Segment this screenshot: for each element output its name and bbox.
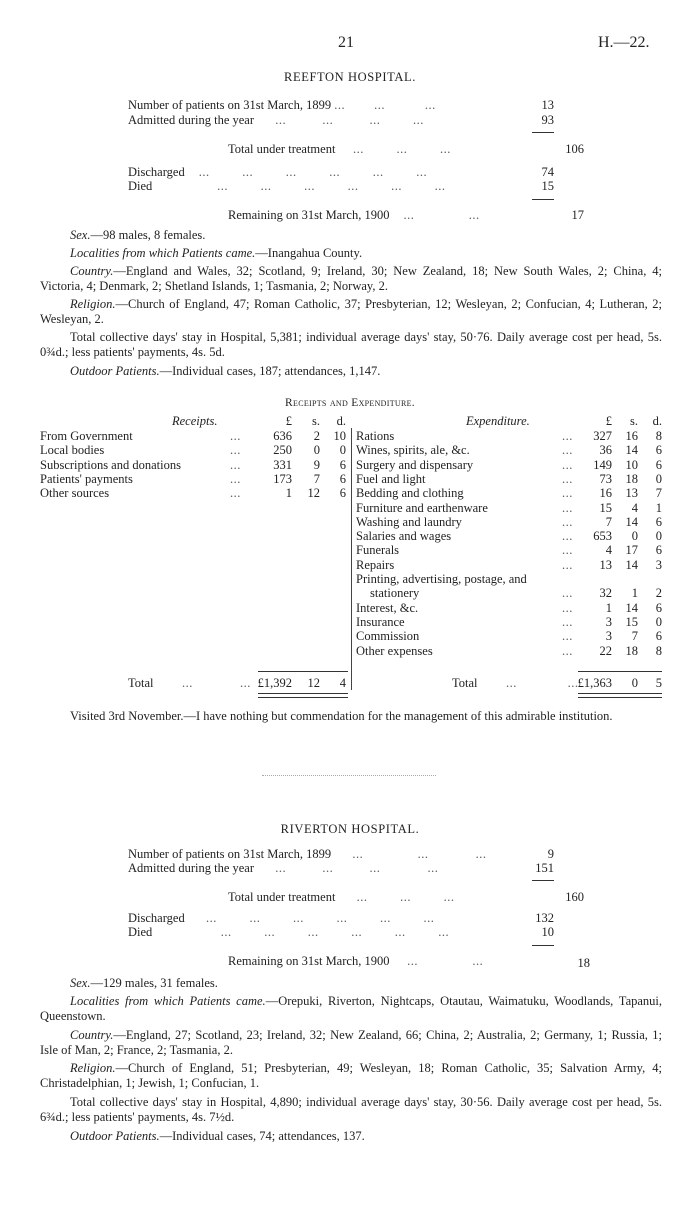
- reefton-discharged-label: Discharged ... ... ... ... ... ...: [128, 165, 428, 179]
- expenditure-pence: 6: [655, 543, 662, 558]
- expenditure-pounds: 653: [593, 529, 612, 544]
- expenditure-label: Furniture and earthenware: [356, 500, 488, 515]
- expenditure-label: Washing and laundry: [356, 514, 462, 529]
- expenditure-total-label: Total ... ...: [452, 676, 579, 690]
- expenditure-shillings: 17: [625, 543, 638, 558]
- expenditure-label: Rations: [356, 429, 395, 443]
- expenditure-shillings: 18: [625, 643, 638, 658]
- leader-dots: ...: [562, 586, 573, 601]
- riverton-died-rule: [532, 945, 554, 946]
- expenditure-pence: 2: [655, 586, 662, 601]
- expenditure-shillings: 0: [631, 529, 638, 544]
- expenditure-total-pounds: £1,363: [577, 676, 612, 690]
- riverton-row2-value: 151: [535, 861, 554, 875]
- riverton-sex: Sex.—129 males, 31 females.: [70, 976, 218, 990]
- expenditure-shillings: 13: [625, 486, 638, 501]
- riverton-title: RIVERTON HOSPITAL.: [280, 822, 420, 836]
- expenditure-pounds: 3: [605, 629, 612, 644]
- receipt-pounds: 250: [273, 443, 292, 458]
- expenditure-pence: 8: [655, 429, 662, 443]
- leader-dots: ...: [562, 443, 573, 458]
- leader-dots: ...: [562, 614, 573, 629]
- reefton-remaining-label: Remaining on 31st March, 1900 ... ...: [228, 208, 480, 222]
- expenditure-label: Other expenses: [356, 643, 433, 658]
- leader-dots: ...: [230, 486, 241, 501]
- receipt-shillings: 9: [313, 457, 320, 472]
- section-separator: [262, 775, 436, 776]
- expenditure-col-pounds: £: [605, 414, 612, 428]
- expenditure-pounds: 16: [599, 486, 612, 501]
- expenditure-pence: 0: [655, 529, 662, 544]
- reefton-localities: Localities from which Patients came.—Inangahua County.: [70, 246, 363, 260]
- leader-dots: ...: [562, 643, 573, 658]
- receipts-col-pounds: £: [285, 414, 292, 428]
- riverton-row2-label: Admitted during the year ... ... ... ...: [128, 861, 439, 875]
- expenditure-shillings: 14: [625, 600, 638, 615]
- page-number: 21: [338, 34, 354, 51]
- expenditure-total-pence: 5: [655, 676, 662, 690]
- receipt-shillings: 0: [313, 443, 320, 458]
- reefton-row1-label: Number of patients on 31st March, 1899 ... ... ...: [128, 98, 436, 112]
- receipt-label: Subscriptions and donations: [40, 457, 181, 472]
- riverton-outdoor: Outdoor Patients.—Individual cases, 74; attendances, 137.: [70, 1129, 365, 1143]
- reefton-religion: Religion.—Church of England, 47; Roman Catholic, 37; Presbyterian, 12; Wesleyan, 2; Confucian, 4; Lutheran, 2; Wesleyan, 2.: [40, 297, 662, 326]
- expenditure-label: Wines, spirits, ale, &c.: [356, 443, 470, 458]
- receipt-label: From Government: [40, 429, 133, 443]
- expenditure-pounds: 7: [605, 514, 612, 529]
- receipt-shillings: 12: [307, 486, 320, 501]
- receipt-shillings: 7: [313, 471, 320, 486]
- reefton-row2-label: Admitted during the year ... ... ... ...: [128, 113, 424, 127]
- reefton-total-label: Total under treatment ... ... ...: [228, 142, 451, 156]
- reefton-title: REEFTON HOSPITAL.: [284, 70, 416, 84]
- expenditure-pounds: 149: [593, 457, 612, 472]
- reefton-died-label: Died ... ... ... ... ... ...: [128, 179, 446, 193]
- riverton-remaining-label: Remaining on 31st March, 1900 ... ...: [228, 954, 484, 968]
- riverton-religion: Religion.—Church of England, 51; Presbyterian, 49; Wesleyan, 18; Roman Catholic, 35; Salvation Army, 4; Christadelphian, 1; Jewish, 1; Confucian, 1.: [40, 1061, 662, 1090]
- receipt-shillings: 2: [313, 429, 320, 443]
- receipt-pounds: 331: [273, 457, 292, 472]
- leader-dots: ...: [562, 471, 573, 486]
- receipts-col-shillings: s.: [312, 414, 320, 428]
- expenditure-col-pence: d.: [652, 414, 662, 428]
- expenditure-shillings: 1: [631, 586, 638, 601]
- reefton-visited: Visited 3rd November.—I have nothing but commendation for the management of this admirable institution.: [70, 709, 613, 723]
- receipts-total-rule: [258, 671, 348, 672]
- leader-dots: ...: [562, 600, 573, 615]
- leader-dots: ...: [562, 457, 573, 472]
- leader-dots: ...: [562, 529, 573, 544]
- expenditure-label: stationery: [370, 586, 420, 601]
- expenditure-shillings: 16: [625, 429, 638, 443]
- riverton-died-label: Died ... ... ... ... ... ...: [128, 925, 450, 939]
- expenditure-heading: Expenditure.: [466, 414, 530, 428]
- expenditure-label: Printing, advertising, postage, and: [356, 572, 527, 586]
- expenditure-label: Funerals: [356, 543, 400, 558]
- expenditure-shillings: 10: [625, 457, 638, 472]
- expenditure-shillings: 15: [625, 614, 638, 629]
- receipt-pence: 6: [339, 486, 346, 501]
- expenditure-pence: 8: [655, 643, 662, 658]
- expenditure-col-shillings: s.: [630, 414, 638, 428]
- expenditure-pounds: 22: [599, 643, 612, 658]
- reefton-remaining-value: 17: [571, 208, 584, 222]
- reefton-stay: Total collective days' stay in Hospital, 5,381; individual average days' stay, 50·76. Daily average cost per head, 5s. 0¾d.; less patients' payments, 4s. 5d.: [40, 330, 662, 359]
- reefton-discharged-value: 74: [541, 165, 554, 179]
- receipt-label: Local bodies: [40, 443, 105, 458]
- reefton-died-rule: [532, 199, 554, 200]
- expenditure-pence: 1: [655, 500, 662, 515]
- reefton-outdoor: Outdoor Patients.—Individual cases, 187; attendances, 1,147.: [70, 364, 381, 378]
- leader-dots: ...: [230, 443, 241, 458]
- receipt-pence: 6: [339, 471, 346, 486]
- expenditure-pounds: 1: [605, 600, 612, 615]
- reefton-finance-heading: Receipts and Expenditure.: [285, 397, 415, 409]
- finance-divider: [351, 428, 352, 690]
- expenditure-shillings: 18: [625, 471, 638, 486]
- receipt-pence: 6: [339, 457, 346, 472]
- riverton-row1-label: Number of patients on 31st March, 1899 ... ... ...: [128, 847, 487, 861]
- receipt-pence: 10: [333, 429, 346, 443]
- leader-dots: ...: [230, 429, 241, 443]
- receipts-total-pounds: £1,392: [257, 676, 292, 690]
- expenditure-pounds: 73: [599, 471, 612, 486]
- expenditure-shillings: 7: [631, 629, 638, 644]
- expenditure-pence: 3: [655, 557, 662, 572]
- expenditure-shillings: 14: [625, 557, 638, 572]
- receipt-pounds: 636: [273, 429, 292, 443]
- riverton-stay: Total collective days' stay in Hospital, 4,890; individual average days' stay, 30·56. Daily average cost per head, 5s. 6¾d.; less patients' payments, 4s. 7½d.: [40, 1095, 662, 1124]
- reefton-died-value: 15: [541, 179, 554, 193]
- reefton-total-value: 106: [565, 142, 584, 156]
- expenditure-label: Repairs: [356, 557, 395, 572]
- expenditure-label: Bedding and clothing: [356, 486, 464, 501]
- expenditure-shillings: 14: [625, 514, 638, 529]
- expenditure-shillings: 4: [631, 500, 638, 515]
- riverton-localities: Localities from which Patients came.—Orepuki, Riverton, Nightcaps, Otautau, Waimatuku, Woodlands, Tapanui, Queenstown.: [40, 994, 663, 1023]
- receipts-total-label: Total ... ...: [128, 676, 251, 690]
- leader-dots: ...: [562, 429, 573, 443]
- receipts-total-pence: 4: [339, 676, 346, 690]
- reefton-sum-rule: [532, 132, 554, 133]
- expenditure-total-rule: [578, 671, 662, 672]
- expenditure-pence: 7: [655, 486, 662, 501]
- expenditure-pounds: 13: [599, 557, 612, 572]
- riverton-country: Country.—England, 27; Scotland, 23; Ireland, 32; New Zealand, 66; China, 2; Australia, 2; Germany, 1; Russia, 1; Isle of Man, 2; France, 2; Tasmania, 2.: [40, 1028, 662, 1057]
- receipts-heading: Receipts.: [172, 414, 218, 428]
- expenditure-pounds: 3: [605, 614, 612, 629]
- expenditure-label: Commission: [356, 629, 420, 644]
- expenditure-total-double-rule: [578, 693, 662, 698]
- riverton-row1-value: 9: [547, 847, 554, 861]
- riverton-sum-rule: [532, 880, 554, 881]
- expenditure-pence: 6: [655, 600, 662, 615]
- riverton-total-label: Total under treatment ... ... ...: [228, 890, 455, 904]
- receipt-pence: 0: [339, 443, 346, 458]
- leader-dots: ...: [562, 500, 573, 515]
- riverton-remaining-value: 18: [577, 956, 590, 970]
- expenditure-pence: 6: [655, 443, 662, 458]
- expenditure-label: Insurance: [356, 614, 405, 629]
- expenditure-pence: 6: [655, 629, 662, 644]
- expenditure-pounds: 32: [599, 586, 612, 601]
- leader-dots: ...: [562, 557, 573, 572]
- expenditure-pence: 0: [655, 471, 662, 486]
- leader-dots: ...: [230, 471, 241, 486]
- reefton-row2-value: 93: [541, 113, 554, 127]
- leader-dots: ...: [562, 514, 573, 529]
- leader-dots: ...: [230, 457, 241, 472]
- riverton-total-value: 160: [565, 890, 584, 904]
- leader-dots: ...: [562, 629, 573, 644]
- expenditure-shillings: 14: [625, 443, 638, 458]
- document-code: H.—22.: [598, 34, 650, 51]
- receipt-pounds: 1: [285, 486, 292, 501]
- expenditure-pounds: 4: [605, 543, 612, 558]
- expenditure-total-shillings: 0: [631, 676, 638, 690]
- expenditure-pounds: 15: [599, 500, 612, 515]
- expenditure-pence: 6: [655, 514, 662, 529]
- riverton-discharged-value: 132: [535, 911, 554, 925]
- expenditure-pence: 0: [655, 614, 662, 629]
- receipt-pounds: 173: [273, 471, 292, 486]
- expenditure-pounds: 36: [599, 443, 612, 458]
- riverton-discharged-label: Discharged ... ... ... ... ... ...: [128, 911, 435, 925]
- receipts-col-pence: d.: [336, 414, 346, 428]
- expenditure-label: Salaries and wages: [356, 529, 452, 544]
- receipts-total-double-rule: [258, 693, 348, 698]
- reefton-row1-value: 13: [541, 98, 554, 112]
- leader-dots: ...: [562, 486, 573, 501]
- reefton-sex: Sex.—98 males, 8 females.: [70, 228, 206, 242]
- receipts-total-shillings: 12: [307, 676, 320, 690]
- riverton-died-value: 10: [541, 925, 554, 939]
- expenditure-label: Interest, &c.: [356, 600, 419, 615]
- receipt-label: Other sources: [40, 486, 110, 501]
- leader-dots: ...: [562, 543, 573, 558]
- expenditure-pounds: 327: [593, 429, 612, 443]
- expenditure-label: Fuel and light: [356, 471, 426, 486]
- receipt-label: Patients' payments: [40, 471, 133, 486]
- expenditure-pence: 6: [655, 457, 662, 472]
- reefton-country: Country.—England and Wales, 32; Scotland, 9; Ireland, 30; New Zealand, 18; New South Wales, 2; China, 4; Victoria, 4; Denmark, 2; Shetland Islands, 1; Tasmania, 2; Norway, 2.: [40, 264, 662, 293]
- expenditure-label: Surgery and dispensary: [356, 457, 474, 472]
